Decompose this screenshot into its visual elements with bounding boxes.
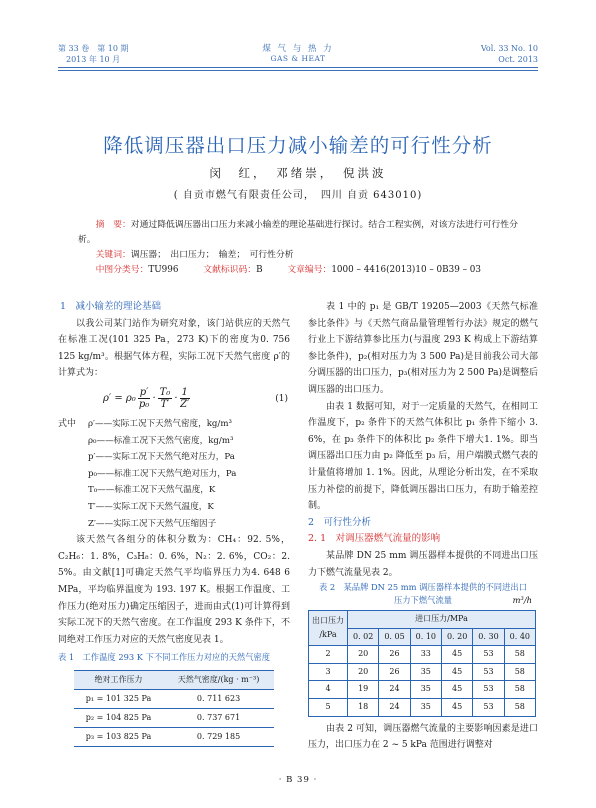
table-header-row bbox=[309, 611, 536, 629]
definition-item: Z′——实际工况下天然气压缩因子 bbox=[88, 518, 217, 529]
clc-value: TU996 bbox=[148, 265, 179, 275]
table-row bbox=[309, 663, 536, 681]
table-cell: p₃ = 103 825 Pa bbox=[74, 727, 163, 746]
table-cell: 58 bbox=[504, 699, 535, 717]
table-1-caption: 表 1 工作温度 293 K 下不同工作压力对应的天然气密度 bbox=[58, 652, 271, 663]
table-cell: 33 bbox=[410, 646, 441, 664]
definition-item: T′——实际工况下天然气温度，K bbox=[88, 501, 214, 512]
doc-code-label: 文献标识码： bbox=[203, 265, 257, 275]
equation-number: (1) bbox=[275, 393, 288, 404]
section-1-heading: 1 减小输差的理论基础 bbox=[60, 301, 162, 312]
table-header-cell: 0. 02 bbox=[348, 628, 379, 646]
keywords-text: 调压器； 出口压力； 输差； 可行性分析 bbox=[130, 250, 294, 260]
table-header-cell: 0. 30 bbox=[473, 628, 504, 646]
table-cell: 58 bbox=[504, 681, 535, 699]
table-row bbox=[74, 708, 274, 727]
journal-title-cn: 煤 气 与 热 力 bbox=[262, 44, 334, 54]
table-cell: 0. 729 185 bbox=[163, 727, 274, 746]
table-cell: 24 bbox=[379, 699, 410, 717]
defs-intro: 式中 bbox=[58, 418, 77, 429]
table-cell: 58 bbox=[504, 663, 535, 681]
table-cell: 5 bbox=[309, 699, 348, 717]
volume-en: Vol. 33 No. 10 bbox=[480, 44, 538, 53]
equation-lhs: ρ′ = ρ₀ bbox=[103, 392, 136, 404]
table-header-cell: 绝对工作压力 bbox=[74, 670, 163, 689]
table-cell: 53 bbox=[473, 646, 504, 664]
table-row bbox=[309, 681, 536, 699]
journal-volume bbox=[58, 43, 129, 65]
table-1 bbox=[74, 670, 274, 747]
table-2 bbox=[308, 610, 536, 717]
table-cell: 53 bbox=[473, 699, 504, 717]
clc-label: 中图分类号： bbox=[95, 265, 149, 275]
table-cell: 35 bbox=[410, 699, 441, 717]
volume-issue: 第 33 卷 第 10 期 bbox=[58, 44, 129, 53]
table-cell: 24 bbox=[379, 681, 410, 699]
left-column bbox=[58, 299, 290, 747]
page-number: · B 39 · bbox=[278, 775, 318, 785]
classification-line bbox=[78, 263, 518, 278]
table-cell: 0. 711 623 bbox=[163, 689, 274, 708]
doc-code-value: B bbox=[256, 265, 263, 275]
fraction-temperature: $\frac{\text{T₀}}{T'}$ bbox=[159, 387, 171, 411]
abstract-text: 对通过降低调压器出口压力来减小输差的理论基础进行探讨。结合工程实例，对该方法进行可行性分析。 bbox=[78, 220, 518, 245]
table-header-row bbox=[74, 670, 274, 689]
table-cell: 26 bbox=[379, 663, 410, 681]
definition-item: T₀——标准工况下天然气温度，K bbox=[88, 485, 216, 496]
equation-1: ρ′ = ρ₀ $\frac{p'}{\text{p₀}}$ · $\frac{\text{T₀}}{T'}$ · $\frac{1}{Z'}$ (1) bbox=[103, 387, 288, 411]
section-2-heading: 2 可行性分析 bbox=[308, 516, 372, 528]
right-column bbox=[308, 299, 538, 754]
table-cell: 20 bbox=[348, 646, 379, 664]
table-header-cell: 天然气密度/(kg · m⁻³) bbox=[163, 670, 274, 689]
table-cell: 26 bbox=[379, 646, 410, 664]
article-authors: 闵 红， 邓绪崇， 倪洪波 bbox=[209, 166, 387, 180]
table-2-unit: m³/h bbox=[512, 595, 532, 606]
table-cell: p₂ = 104 825 Pa bbox=[74, 708, 163, 727]
table-cell: 45 bbox=[441, 699, 472, 717]
table-header-cell: 0. 05 bbox=[379, 628, 410, 646]
journal-title-en: GAS & HEAT bbox=[270, 54, 326, 63]
abstract-label: 摘 要： bbox=[95, 220, 131, 230]
article-title: 降低调压器出口压力减小输差的可行性分析 bbox=[103, 134, 493, 157]
table-cell: 35 bbox=[410, 681, 441, 699]
table-cell: 2 bbox=[309, 646, 348, 664]
table-cell: 45 bbox=[441, 663, 472, 681]
table-cell: 58 bbox=[504, 646, 535, 664]
table-cell: 20 bbox=[348, 663, 379, 681]
table-2-caption-line2: 压力下燃气流量 bbox=[393, 595, 453, 606]
row-header-cell: 出口压力 /kPa bbox=[309, 611, 348, 646]
column-group-header: 进口压力/MPa bbox=[348, 611, 536, 629]
table-row bbox=[309, 646, 536, 664]
table-cell: 45 bbox=[441, 646, 472, 664]
table-cell: 35 bbox=[410, 663, 441, 681]
fraction-compressibility: $\frac{1}{Z'}$ bbox=[180, 387, 190, 411]
table-cell: 0. 737 671 bbox=[163, 708, 274, 727]
header-rule-thin bbox=[58, 70, 538, 71]
table-header-cell: 0. 40 bbox=[504, 628, 535, 646]
paragraph-6: 由表 2 可知，调压器燃气流量的主要影响因素是进口压力，出口压力在 2 ~ 5 kPa 范围进行调整对 bbox=[308, 723, 538, 751]
definition-item: p₀——标准工况下天然气绝对压力，Pa bbox=[88, 468, 237, 479]
table-cell: 53 bbox=[473, 681, 504, 699]
table-cell: 19 bbox=[348, 681, 379, 699]
symbol-definitions bbox=[58, 416, 290, 532]
table-cell: p₁ = 101 325 Pa bbox=[74, 689, 163, 708]
table-cell: 3 bbox=[309, 663, 348, 681]
table-cell: 53 bbox=[473, 663, 504, 681]
fraction-pressure: $\frac{p'}{\text{p₀}}$ bbox=[138, 387, 150, 411]
issue-date: 2013 年 10 月 bbox=[66, 55, 121, 64]
journal-volume-en bbox=[481, 43, 538, 65]
table-row bbox=[309, 699, 536, 717]
table-2-caption bbox=[308, 581, 538, 607]
keywords-label: 关键词： bbox=[95, 250, 131, 260]
article-affiliation: ( 自贡市燃气有限责任公司， 四川 自贡 643010) bbox=[173, 190, 423, 201]
article-number-value: 1000 – 4416(2013)10 – 0B39 – 03 bbox=[331, 265, 481, 275]
definition-item: ρ₀——标准工况下天然气密度，kg/m³ bbox=[88, 435, 234, 446]
date-en: Oct. 2013 bbox=[498, 55, 538, 64]
paragraph-4: 由表 1 数据可知，对于一定质量的天然气，在相同工作温度下，p₂ 条件下的天然气体积比 p₁ 条件下缩小 3. 6%，在 p₃ 条件下的体积比 p₂ 条件下增大1. 1%。即当调压器出口压力由 p₂ 降低至 p₃ 后，用户端膜式燃气表的计量值将增加 1. 1%。因此，从理论分析出发，在不采取压力补偿的前提下，降低调压器出口压力，有助于输差控制。 bbox=[308, 401, 538, 512]
keywords bbox=[78, 248, 518, 263]
table-header-cell: 0. 20 bbox=[441, 628, 472, 646]
section-2-1-heading: 2. 1 对调压器燃气流量的影响 bbox=[308, 533, 441, 545]
definition-item: p′——实际工况下天然气绝对压力，Pa bbox=[88, 452, 235, 463]
table-row bbox=[74, 689, 274, 708]
paragraph-1: 以我公司某门站作为研究对象，该门站供应的天然气在标准工况(101 325 Pa，273 K)下的密度为0. 756 125 kg/m³。根据气体方程，实际工况下天然气密度 ρ′的计算式为： bbox=[58, 318, 290, 379]
abstract bbox=[78, 218, 518, 278]
table-cell: 45 bbox=[441, 681, 472, 699]
table-row bbox=[74, 727, 274, 746]
header-rule bbox=[58, 67, 538, 68]
table-2-caption-line1: 表 2 某品牌 DN 25 mm 调压器样本提供的不同进出口 bbox=[318, 582, 527, 593]
table-cell: 4 bbox=[309, 681, 348, 699]
article-number-label: 文章编号： bbox=[287, 265, 332, 275]
paragraph-2: 该天然气各组分的体积分数为：CH₄：92. 5%，C₂H₆：1. 8%，C₃H₈：0. 6%，N₂：2. 6%，CO₂：2. 5%。由文献[1]可确定天然气平均临界压力为4. 648 6 MPa，平均临界温度为 193. 197 K。根据工作温度、工作压力(绝对压力)确定压缩因子，进而由式(1)可计算得到实际工况下的天然气密度。在工作温度 293 K 条件下，不同绝对工作压力对应的天然气密度见表 1。 bbox=[58, 535, 290, 645]
journal-name bbox=[218, 42, 378, 63]
table-header-cell: 0. 10 bbox=[410, 628, 441, 646]
table-cell: 18 bbox=[348, 699, 379, 717]
paragraph-5: 某品牌 DN 25 mm 调压器样本提供的不同进出口压力下燃气流量见表 2。 bbox=[308, 550, 538, 578]
paragraph-3: 表 1 中的 p₁ 是 GB/T 19205—2003《天然气标准参比条件》与《天然气商品量管理暂行办法》规定的燃气行业上下游结算参比压力(与温度 293 K 构成上下游结算参比条件)，p₂(相对压力为 3 500 Pa)是目前我公司大部分调压器的出口压力，p₃(相对压力为 2 500 Pa)是调整后调压器的出口压力。 bbox=[308, 302, 538, 395]
definition-item: ρ′——实际工况下天然气密度，kg/m³ bbox=[88, 418, 232, 429]
